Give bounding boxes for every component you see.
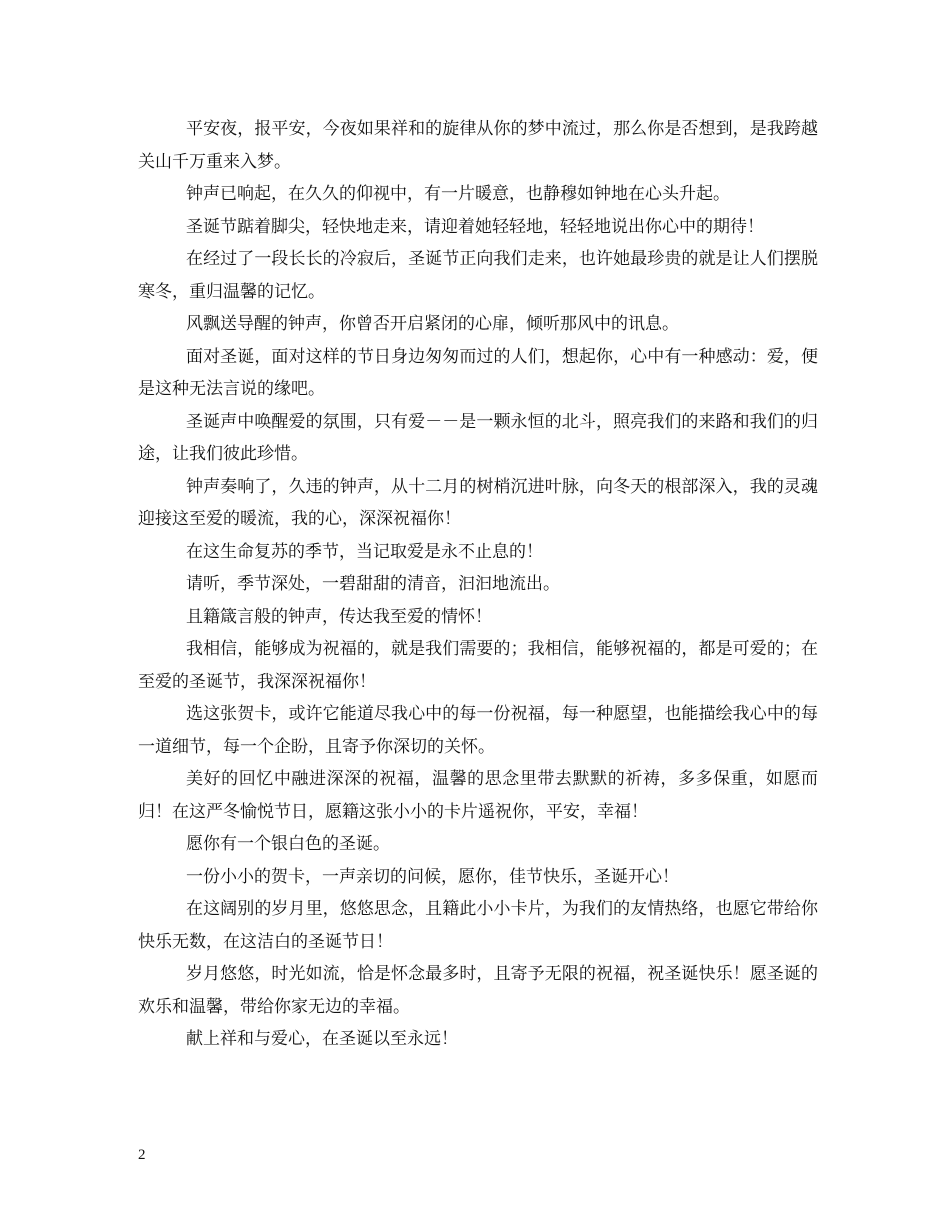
paragraph: 钟声奏响了，久违的钟声，从十二月的树梢沉进叶脉，向冬天的根部深入，我的灵魂迎接这至爱的暖流，我的心，深深祝福你！ — [138, 476, 818, 529]
paragraph: 在这生命复苏的季节，当记取爱是永不止息的！ — [186, 541, 543, 562]
paragraph: 面对圣诞，面对这样的节日身边匆匆而过的人们，想起你，心中有一种感动：爱，便是这种无法言说的缘吧。 — [138, 346, 818, 399]
paragraph: 美好的回忆中融进深深的祝福，温馨的思念里带去默默的祈祷，多多保重，如愿而归！在这严冬愉悦节日，愿籍这张小小的卡片遥祝你，平安，幸福！ — [138, 769, 818, 822]
paragraph: 愿你有一个银白色的圣诞。 — [186, 834, 390, 854]
page-number: 2 — [138, 1147, 146, 1163]
paragraph: 且籍箴言般的钟声，传达我至爱的情怀！ — [186, 606, 492, 627]
paragraph: 圣诞节踮着脚尖，轻快地走来，请迎着她轻轻地，轻轻地说出你心中的期待！ — [186, 216, 764, 237]
document-body — [138, 113, 818, 1056]
paragraph: 风飘送导醒的钟声，你曾否开启紧闭的心扉，倾听那风中的讯息。 — [186, 314, 679, 334]
paragraph: 选这张贺卡，或许它能道尽我心中的每一份祝福，每一种愿望，也能描绘我心中的每一道细节，每一个企盼，且寄予你深切的关怀。 — [138, 704, 818, 757]
paragraph: 钟声已响起，在久久的仰视中，有一片暖意，也静穆如钟地在心头升起。 — [186, 184, 730, 204]
paragraph: 圣诞声中唤醒爱的氛围，只有爱－－是一颗永恒的北斗，照亮我们的来路和我们的归途，让我们彼此珍惜。 — [138, 411, 818, 464]
paragraph: 请听，季节深处，一碧甜甜的清音，汩汩地流出。 — [186, 574, 560, 594]
paragraph: 一份小小的贺卡，一声亲切的问候，愿你，佳节快乐，圣诞开心！ — [186, 866, 679, 887]
paragraph: 在经过了一段长长的冷寂后，圣诞节正向我们走来，也许她最珍贵的就是让人们摆脱寒冬，重归温馨的记忆。 — [138, 249, 818, 302]
paragraph: 平安夜，报平安，今夜如果祥和的旋律从你的梦中流过，那么你是否想到，是我跨越关山千万重来入梦。 — [138, 119, 818, 172]
paragraph: 我相信，能够成为祝福的，就是我们需要的；我相信，能够祝福的，都是可爱的；在至爱的圣诞节，我深深祝福你！ — [138, 639, 818, 692]
paragraph: 在这阔别的岁月里，悠悠思念，且籍此小小卡片，为我们的友情热络，也愿它带给你快乐无数，在这洁白的圣诞节日！ — [138, 899, 818, 952]
paragraph: 献上祥和与爱心，在圣诞以至永远！ — [186, 1029, 458, 1049]
paragraph: 岁月悠悠，时光如流，恰是怀念最多时，且寄予无限的祝福，祝圣诞快乐！愿圣诞的欢乐和温馨，带给你家无边的幸福。 — [138, 964, 818, 1017]
